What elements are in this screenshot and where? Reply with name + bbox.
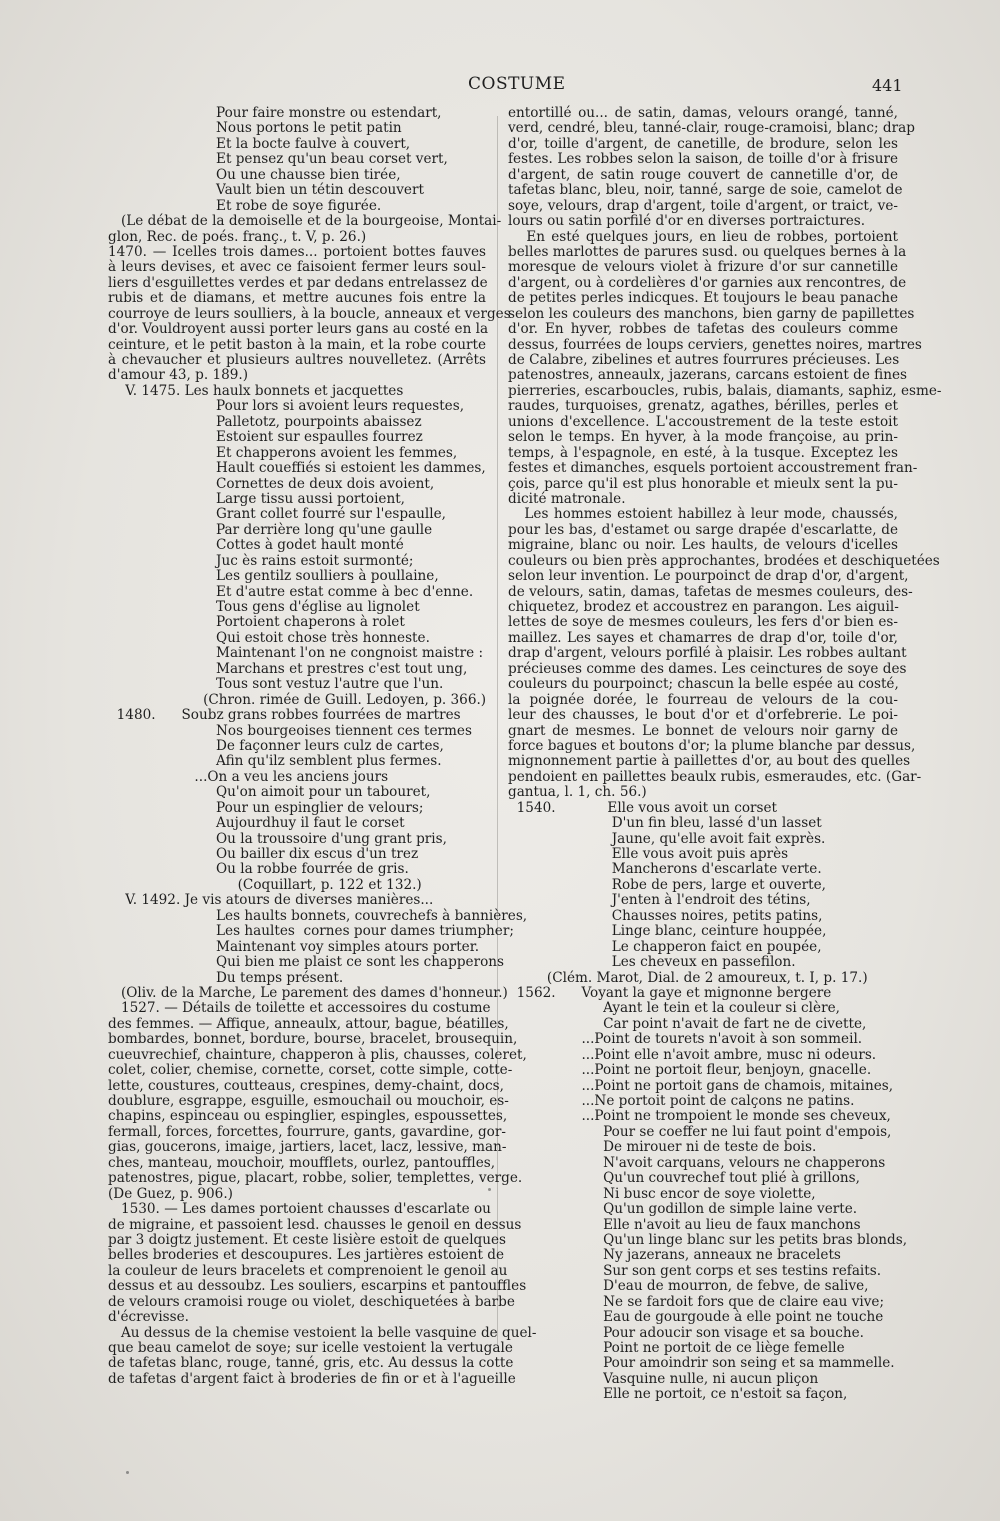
text-line: (De Guez, p. 906.) (108, 1185, 233, 1202)
text-line: Car point n'avait de fart ne de civette, (508, 1015, 867, 1032)
text-line: que beau camelot de soye; sur icelle vestoient la vertugale (108, 1340, 513, 1356)
text-line: Tous gens d'église au lignolet (108, 599, 420, 615)
text-line: Pour faire monstre ou estendart, (108, 105, 442, 121)
text-line: Pour amoindrir son seing et sa mammelle. (508, 1355, 895, 1372)
text-line: festes. Les robbes selon la saison, de toille d'or à frisure (508, 151, 898, 168)
text-line: lettes de soye de mesmes couleurs, les fers d'or bien es- (508, 614, 898, 631)
text-line: Nous portons le petit patin (108, 120, 402, 137)
text-line: patenostres, pigue, placart, robbe, solier, templettes, verge. (108, 1170, 523, 1187)
text-line: 1540. Elle vous avoit un corset (508, 799, 778, 816)
text-line: Afin qu'ilz semblent plus fermes. (108, 753, 442, 770)
text-line: de petites perles indicques. Et toujours le beau panache (508, 290, 898, 307)
text-line: des femmes. — Affique, anneaulx, attour, bague, béatilles, (108, 1015, 509, 1032)
text-line: dessus et au dessoubz. Les souliers, escarpins et pantouffles (108, 1278, 527, 1295)
text-line: patenostres, anneaulx, jazerans, carcans estoient de fines (508, 367, 908, 384)
text-line: d'or, toille d'argent, de canetille, de brodure, selon les (508, 135, 898, 152)
text-line: ...Point de tourets n'avoit à son sommeil. (508, 1031, 863, 1048)
text-line: De mirouer ni de teste de bois. (508, 1139, 817, 1156)
text-line: ...Point ne trompoient le monde ses cheveux, (508, 1108, 891, 1125)
text-line: colet, colier, chemise, cornette, corset, cotte simple, cotte- (108, 1062, 513, 1079)
text-line: force bagues et boutons d'or; la plume blanche par dessus, (508, 737, 916, 754)
text-line: gias, goucerons, imaige, jartiers, lacet, lacz, lessive, man- (108, 1139, 507, 1156)
text-line: de migraine, et passoient lesd. chausses le genoil en dessus (108, 1216, 522, 1233)
text-line: N'avoit carquans, velours ne chapperons (508, 1154, 886, 1171)
page-number: 441 (872, 76, 903, 95)
text-line: unions d'excellence. L'accoustrement de la teste estoit (508, 413, 898, 430)
running-title: COSTUME (468, 74, 566, 94)
text-line: pendoient en paillettes beaulx rubis, esmeraudes, etc. (Gar- (508, 768, 922, 785)
text-line: de tafetas blanc, rouge, tanné, gris, etc. Au dessus la cotte (108, 1355, 514, 1372)
text-line: glon, Rec. de poés. franç., t. V, p. 26.) (108, 228, 367, 245)
page-speck (488, 1188, 491, 1191)
text-line: bombardes, bonnet, bordure, bourse, bracelet, brousequin, (108, 1031, 518, 1048)
text-line: dessus, fourrées de loups cerviers, genettes noires, martres (508, 336, 922, 353)
text-line: Qui estoit chose très honneste. (108, 629, 430, 646)
text-line: Hault coueffiés si estoient les dammes, (108, 460, 486, 477)
text-line: cueuvrechief, chainture, chapperon à plis, chausses, coleret, (108, 1046, 527, 1063)
text-line: d'écrevisse. (108, 1309, 189, 1326)
text-line: maillez. Les sayes et chamarres de drap d'or, toile d'or, (508, 629, 898, 646)
text-line: (Coquillart, p. 122 et 132.) (108, 876, 422, 893)
text-line: Mancherons d'escarlate verte. (508, 861, 822, 878)
text-line: à chevaucher et plusieurs aultres nouvelletez. (Arrêts (108, 352, 486, 368)
text-line: Et d'autre estat comme à bec d'enne. (108, 583, 474, 600)
text-line: D'un fin bleu, lassé d'un lasset (508, 815, 822, 832)
text-line: Large tissu aussi portoient, (108, 490, 406, 507)
text-line: entortillé ou... de satin, damas, velours orangé, tanné, (508, 105, 898, 121)
text-line: ...Ne portoit point de calçons ne patins. (508, 1093, 855, 1109)
text-line: Qu'un godillon de simple laine verte. (508, 1201, 858, 1218)
text-line: Portoient chaperons à rolet (108, 614, 405, 631)
text-line: de tafetas d'argent faict à broderies de fin or et à l'agueille (108, 1370, 516, 1387)
text-line: la poignée dorée, le fourreau de velours de la cou- (508, 691, 898, 708)
text-line: d'or. En hyver, robbes de tafetas des couleurs comme (508, 321, 898, 338)
text-line: selon leur invention. Le pourpoinct de drap d'or, d'argent, (508, 568, 909, 585)
text-line: 1480. Soubz grans robbes fourrées de martres (108, 707, 461, 724)
text-line: fermall, forces, forcettes, fourrure, gants, gavardine, gor- (108, 1123, 506, 1140)
text-line: Palletotz, pourpoints abaissez (108, 413, 422, 430)
text-line: 1562. Voyant la gaye et mignonne bergere (508, 984, 832, 1001)
text-line: lette, coustures, coutteaus, crespines, demy-chaint, docs, (108, 1077, 504, 1094)
text-line: Pour adoucir son visage et sa bouche. (508, 1324, 864, 1341)
text-line: 1470. — Icelles trois dames... portoient bottes fauves (108, 243, 486, 260)
text-line: Qu'un linge blanc sur les petits bras blonds, (508, 1231, 908, 1248)
text-line: Maintenant voy simples atours porter. (108, 938, 480, 955)
text-line: Qu'un couvrechef tout plié à grillons, (508, 1170, 860, 1187)
text-line: Sur son gent corps et ses testins refaits. (508, 1262, 882, 1279)
text-line: Qu'on aimoit pour un tabouret, (108, 784, 431, 801)
text-line: 1530. — Les dames portoient chausses d'escarlate ou (108, 1201, 491, 1218)
text-line: Ni busc encor de soye violette, (508, 1185, 816, 1202)
text-line: chapins, espinceau ou espinglier, espingles, espoussettes, (108, 1108, 508, 1125)
text-line: Ou la troussoire d'ung grant pris, (108, 830, 447, 847)
text-line: Au dessus de la chemise vestoient la belle vasquine de quel- (108, 1324, 537, 1341)
text-line: mignonnement partie à paillettes d'or, au bout des quelles (508, 753, 911, 770)
text-line: chiquetez, brodez et accoustrez en parangon. Les aiguil- (508, 599, 899, 615)
text-line: d'or. Vouldroyent aussi porter leurs gans au costé en la (108, 321, 489, 338)
text-line: (Le débat de la demoiselle et de la bourgeoise, Montai- (108, 213, 502, 230)
text-line: rubis et de diamans, et mettre aucunes fois entre la (108, 290, 486, 307)
text-line: (Oliv. de la Marche, Le parement des dames d'honneur.) (108, 984, 508, 1001)
text-line: Elle ne portoit, ce n'estoit sa façon, (508, 1386, 848, 1403)
text-line: de Calabre, zibelines et autres fourrures précieuses. Les (508, 352, 900, 368)
column-divider (497, 116, 498, 1346)
text-line: (Clém. Marot, Dial. de 2 amoureux, t. I, p. 17.) (508, 969, 868, 986)
text-line: Ou bailler dix escus d'un trez (108, 846, 419, 862)
text-line: pour les bas, d'estamet ou sarge drapée d'escarlatte, de (508, 521, 898, 538)
text-line: drap d'argent, velours porfilé à plaisir. Les robbes aultant (508, 645, 907, 662)
text-line: Les gentilz soulliers à poullaine, (108, 568, 439, 585)
text-line: Nos bourgeoises tiennent ces termes (108, 722, 472, 739)
text-line: Tous sont vestuz l'autre que l'un. (108, 676, 444, 693)
text-line: Et pensez qu'un beau corset vert, (108, 151, 448, 168)
text-line: Les cheveux en passefilon. (508, 954, 796, 971)
text-line: Qui bien me plaist ce sont les chapperons (108, 954, 504, 971)
text-line: ceinture, et le petit baston à la main, et la robe courte (108, 336, 486, 353)
text-line: Et la bocte faulve à couvert, (108, 135, 411, 152)
text-line: ...Point ne portoit fleur, benjoyn, gnacelle. (508, 1062, 872, 1079)
text-line: précieuses comme des dames. Les ceinctures de soye des (508, 660, 907, 677)
page-speck (126, 1471, 129, 1474)
text-line: Aujourdhuy il faut le corset (108, 815, 405, 832)
text-line: dicité matronale. (508, 490, 626, 507)
text-line: Juc ès rains estoit surmonté; (108, 552, 414, 569)
text-line: Grant collet fourré sur l'espaulle, (108, 506, 446, 523)
text-line: Vasquine nulle, ni aucun pliçon (508, 1370, 819, 1387)
text-line: selon le temps. En hyver, à la mode françoise, au prin- (508, 429, 898, 446)
text-line: gnart de mesmes. Le bonnet de velours noir garny de (508, 722, 898, 739)
text-line: Et robe de soye figurée. (108, 197, 382, 214)
text-line: ...Point ne portoit gans de chamois, mitaines, (508, 1077, 894, 1094)
text-line: moresque de velours violet à frizure d'or sur cannetille (508, 259, 898, 276)
text-line: par 3 doigtz justement. Et ceste lisière estoit de quelques (108, 1231, 507, 1248)
text-line: temps, à l'espagnole, en esté, à la tusque. Exceptez les (508, 444, 898, 461)
text-line: Du temps présent. (108, 969, 344, 986)
text-line: De façonner leurs culz de cartes, (108, 737, 444, 754)
text-line: Eau de gourgoude à elle point ne touche (508, 1309, 884, 1326)
text-line: Robe de pers, large et ouverte, (508, 876, 826, 893)
text-line: Ou une chausse bien tirée, (108, 166, 401, 183)
text-line: pierreries, escarboucles, rubis, balais, diamants, saphiz, esme- (508, 382, 942, 399)
text-line: tafetas blanc, bleu, noir, tanné, sarge de soie, camelot de (508, 182, 903, 199)
text-line: à leurs devises, et avec ce faisoient fermer leurs soul- (108, 259, 486, 276)
text-line: lours ou satin porfilé d'or en diverses portraictures. (508, 213, 866, 230)
text-line: ...On a veu les anciens jours (108, 768, 389, 785)
text-line: D'eau de mourron, de febve, de salive, (508, 1278, 869, 1295)
text-line: d'argent, de satin rouge couvert de cannetille d'or, de (508, 166, 898, 183)
text-line: Ne se fardoit fors que de claire eau vive; (508, 1293, 885, 1310)
text-line: çois, parce qu'il est plus honorable et mieulx sent la pu- (508, 475, 898, 492)
text-line: liers d'esguillettes verdes et par dedans entrelassez de (108, 274, 488, 291)
text-line: d'argent, ou à cordelières d'or garnies aux rencontres, de (508, 274, 907, 291)
text-line: belles marlottes de parures susd. ou quelques bernes à la (508, 243, 907, 260)
text-line: festes et dimanches, esquels portoient accoustrement fran- (508, 460, 918, 477)
text-line: Maintenant l'on ne congnoist maistre : (108, 645, 484, 662)
text-line: migraine, blanc ou noir. Les haults, de velours d'icelles (508, 537, 898, 554)
text-line: Ou la robbe fourrée de gris. (108, 861, 409, 878)
text-line: de velours, satin, damas, tafetas de mesmes couleurs, des- (508, 583, 913, 600)
text-line: soye, velours, drap d'argent, toile d'argent, or traict, ve- (508, 197, 898, 214)
text-line: V. 1492. Je vis atours de diverses manières... (108, 892, 434, 909)
text-line: ...Point elle n'avoit ambre, musc ni odeurs. (508, 1046, 877, 1063)
text-line: doublure, esgrappe, esguille, esmouchail ou mouchoir, es- (108, 1093, 509, 1109)
text-line: Ayant le tein et la couleur si clère, (508, 1000, 840, 1017)
text-line: Linge blanc, ceinture houppée, (508, 923, 827, 940)
text-line: Le chapperon faict en poupée, (508, 938, 822, 955)
text-line: Les haults bonnets, couvrechefs à bannières, (108, 907, 528, 924)
text-line: V. 1475. Les haulx bonnets et jacquettes (108, 382, 404, 399)
text-line: Cottes à godet hault monté (108, 537, 404, 554)
text-line: (Chron. rimée de Guill. Ledoyen, p. 366.) (108, 691, 487, 708)
right-column (508, 105, 942, 1403)
text-line: belles broderies et descoupures. Les jartières estoient de (108, 1247, 505, 1264)
text-line: Pour se coeffer ne lui faut point d'empois, (508, 1123, 892, 1140)
text-line: d'amour 43, p. 189.) (108, 367, 249, 384)
text-line: Pour un espinglier de velours; (108, 799, 424, 816)
text-line: leur des chausses, le bout d'or et d'orfebrerie. Le poi- (508, 707, 898, 724)
text-line: ches, manteau, mouchoir, moufflets, ourlez, pantouffles, (108, 1154, 496, 1171)
text-line: Vault bien un tétin descouvert (108, 182, 424, 199)
text-line: Elle vous avoit puis après (508, 846, 789, 862)
text-line: Elle n'avoit au lieu de faux manchons (508, 1216, 861, 1233)
text-line: Chausses noires, petits patins, (508, 907, 823, 924)
left-column (108, 105, 537, 1387)
text-line: En esté quelques jours, en lieu de robbes, portoient (508, 228, 898, 245)
text-line: J'enten à l'endroit des tétins, (508, 892, 811, 909)
text-line: selon les couleurs des manchons, bien garny de papillettes (508, 305, 915, 322)
text-line: courroye de leurs soulliers, à la boucle, anneaux et verges (108, 305, 511, 322)
text-line: la couleur de leurs bracelets et comprenoient le genoil au (108, 1262, 508, 1279)
text-line: couleurs du pourpoinct; chascun la belle espée au costé, (508, 676, 899, 693)
text-line: Jaune, qu'elle avoit fait exprès. (508, 830, 826, 847)
text-line: Estoient sur espaulles fourrez (108, 429, 423, 446)
text-line: Ny jazerans, anneaux ne bracelets (508, 1247, 841, 1264)
text-line: Les hommes estoient habillez à leur mode, chaussés, (508, 506, 898, 523)
text-line: Marchans et prestres c'est tout ung, (108, 660, 468, 677)
text-line: Et chapperons avoient les femmes, (108, 444, 458, 461)
text-line: Point ne portoit de ce liège femelle (508, 1340, 845, 1356)
text-line: Les haultes cornes pour dames triumpher; (108, 923, 514, 940)
text-line: Pour lors si avoient leurs requestes, (108, 398, 465, 415)
text-line: 1527. — Détails de toilette et accessoires du costume (108, 1000, 491, 1017)
text-line: de velours cramoisi rouge ou violet, deschiquetées à barbe (108, 1293, 515, 1310)
text-line: raudes, turquoises, grenatz, agathes, bérilles, perles et (508, 398, 898, 415)
text-line: Cornettes de deux dois avoient, (108, 475, 435, 492)
text-line: couleurs ou bien près approchantes, brodées et deschiquetées (508, 552, 940, 569)
text-line: gantua, l. 1, ch. 56.) (508, 784, 647, 801)
text-line: Par derrière long qu'une gaulle (108, 521, 433, 538)
text-line: verd, cendré, bleu, tanné-clair, rouge-cramoisi, blanc; drap (508, 120, 915, 137)
